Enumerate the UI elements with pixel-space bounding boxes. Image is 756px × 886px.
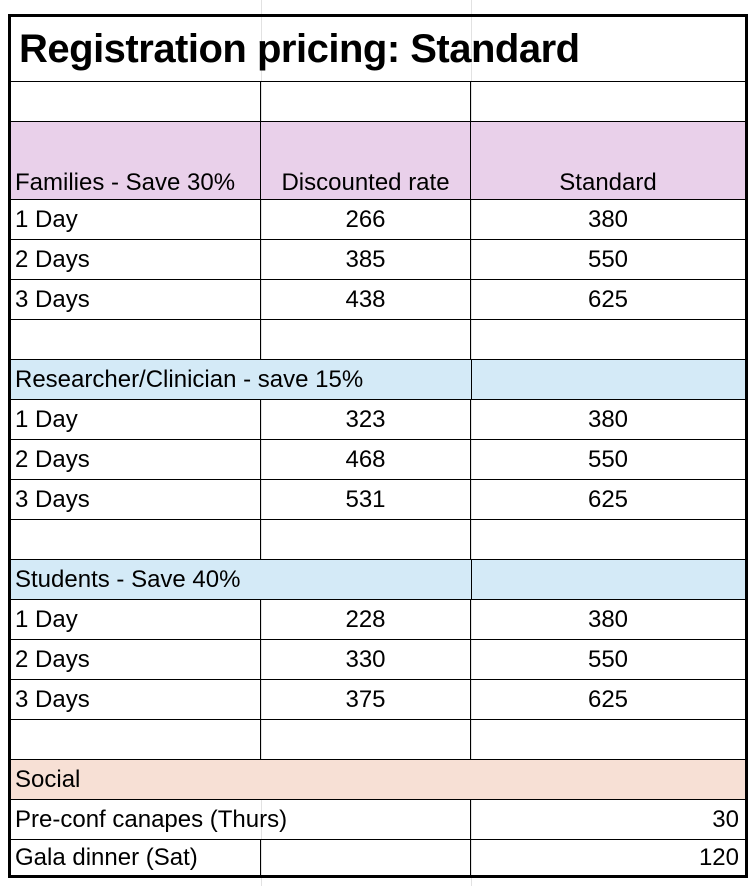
social-item-label[interactable]: Gala dinner (Sat) [11, 840, 261, 875]
discounted-price[interactable]: 228 [261, 600, 471, 639]
empty-cell[interactable] [261, 320, 471, 359]
blank-row [11, 82, 745, 122]
empty-cell[interactable] [11, 82, 261, 121]
table-row [11, 680, 745, 720]
table-row [11, 800, 745, 840]
empty-cell[interactable] [261, 840, 471, 875]
table-row [11, 200, 745, 240]
students-section-label[interactable]: Students - Save 40% [15, 565, 241, 593]
discounted-rate-header[interactable]: Discounted rate [261, 122, 471, 199]
table-row [11, 480, 745, 520]
row-label[interactable]: 1 Day [11, 600, 261, 639]
blank-row [11, 520, 745, 560]
standard-price[interactable]: 380 [587, 405, 629, 433]
empty-cell[interactable] [11, 320, 261, 359]
empty-cell[interactable] [471, 520, 745, 559]
empty-cell[interactable] [261, 520, 471, 559]
empty-cell[interactable] [261, 720, 471, 759]
row-label[interactable]: 3 Days [11, 480, 261, 519]
title-row [11, 17, 745, 82]
section-header-row [11, 560, 745, 600]
table-row [11, 280, 745, 320]
discounted-price[interactable]: 375 [261, 680, 471, 719]
table-row [11, 440, 745, 480]
social-item-price[interactable]: 120 [698, 843, 739, 871]
standard-price[interactable]: 380 [587, 605, 629, 633]
discounted-price[interactable]: 531 [261, 480, 471, 519]
row-label[interactable]: 1 Day [11, 400, 261, 439]
discounted-price[interactable]: 330 [261, 640, 471, 679]
standard-header[interactable]: Standard [559, 169, 657, 196]
row-label[interactable]: 1 Day [11, 200, 261, 239]
empty-cell[interactable] [471, 320, 745, 359]
standard-price[interactable]: 550 [587, 645, 629, 673]
standard-price[interactable]: 550 [587, 245, 629, 273]
standard-price[interactable]: 625 [587, 685, 629, 713]
row-label[interactable]: 3 Days [11, 680, 261, 719]
empty-cell[interactable] [471, 560, 745, 599]
discounted-price[interactable]: 323 [261, 400, 471, 439]
blank-row [11, 720, 745, 760]
standard-price[interactable]: 380 [587, 205, 629, 233]
standard-price[interactable]: 625 [587, 285, 629, 313]
empty-cell[interactable] [11, 520, 261, 559]
empty-cell[interactable] [261, 82, 471, 121]
researcher-section-label[interactable]: Researcher/Clinician - save 15% [15, 365, 364, 393]
social-section-label[interactable]: Social [15, 765, 81, 793]
pricing-table [8, 14, 748, 878]
discounted-price[interactable]: 385 [261, 240, 471, 279]
blank-row [11, 320, 745, 360]
row-label[interactable]: 2 Days [11, 440, 261, 479]
table-row [11, 240, 745, 280]
table-row [11, 840, 745, 875]
social-item-label[interactable]: Pre-conf canapes (Thurs) [11, 800, 471, 839]
row-label[interactable]: 2 Days [11, 640, 261, 679]
discounted-price[interactable]: 438 [261, 280, 471, 319]
empty-cell[interactable] [471, 82, 745, 121]
social-item-price[interactable]: 30 [712, 805, 739, 833]
table-row [11, 400, 745, 440]
row-label[interactable]: 3 Days [11, 280, 261, 319]
empty-cell[interactable] [471, 720, 745, 759]
section-header-row [11, 360, 745, 400]
discounted-price[interactable]: 468 [261, 440, 471, 479]
empty-cell[interactable] [11, 720, 261, 759]
header-row [11, 122, 745, 200]
page-title: Registration pricing: Standard [19, 27, 580, 71]
row-label[interactable]: 2 Days [11, 240, 261, 279]
discounted-price[interactable]: 266 [261, 200, 471, 239]
table-row [11, 640, 745, 680]
families-header-cell[interactable]: Families - Save 30% [11, 122, 261, 199]
standard-price[interactable]: 550 [587, 445, 629, 473]
standard-price[interactable]: 625 [587, 485, 629, 513]
social-header-row [11, 760, 745, 800]
empty-cell[interactable] [471, 360, 745, 399]
table-row [11, 600, 745, 640]
